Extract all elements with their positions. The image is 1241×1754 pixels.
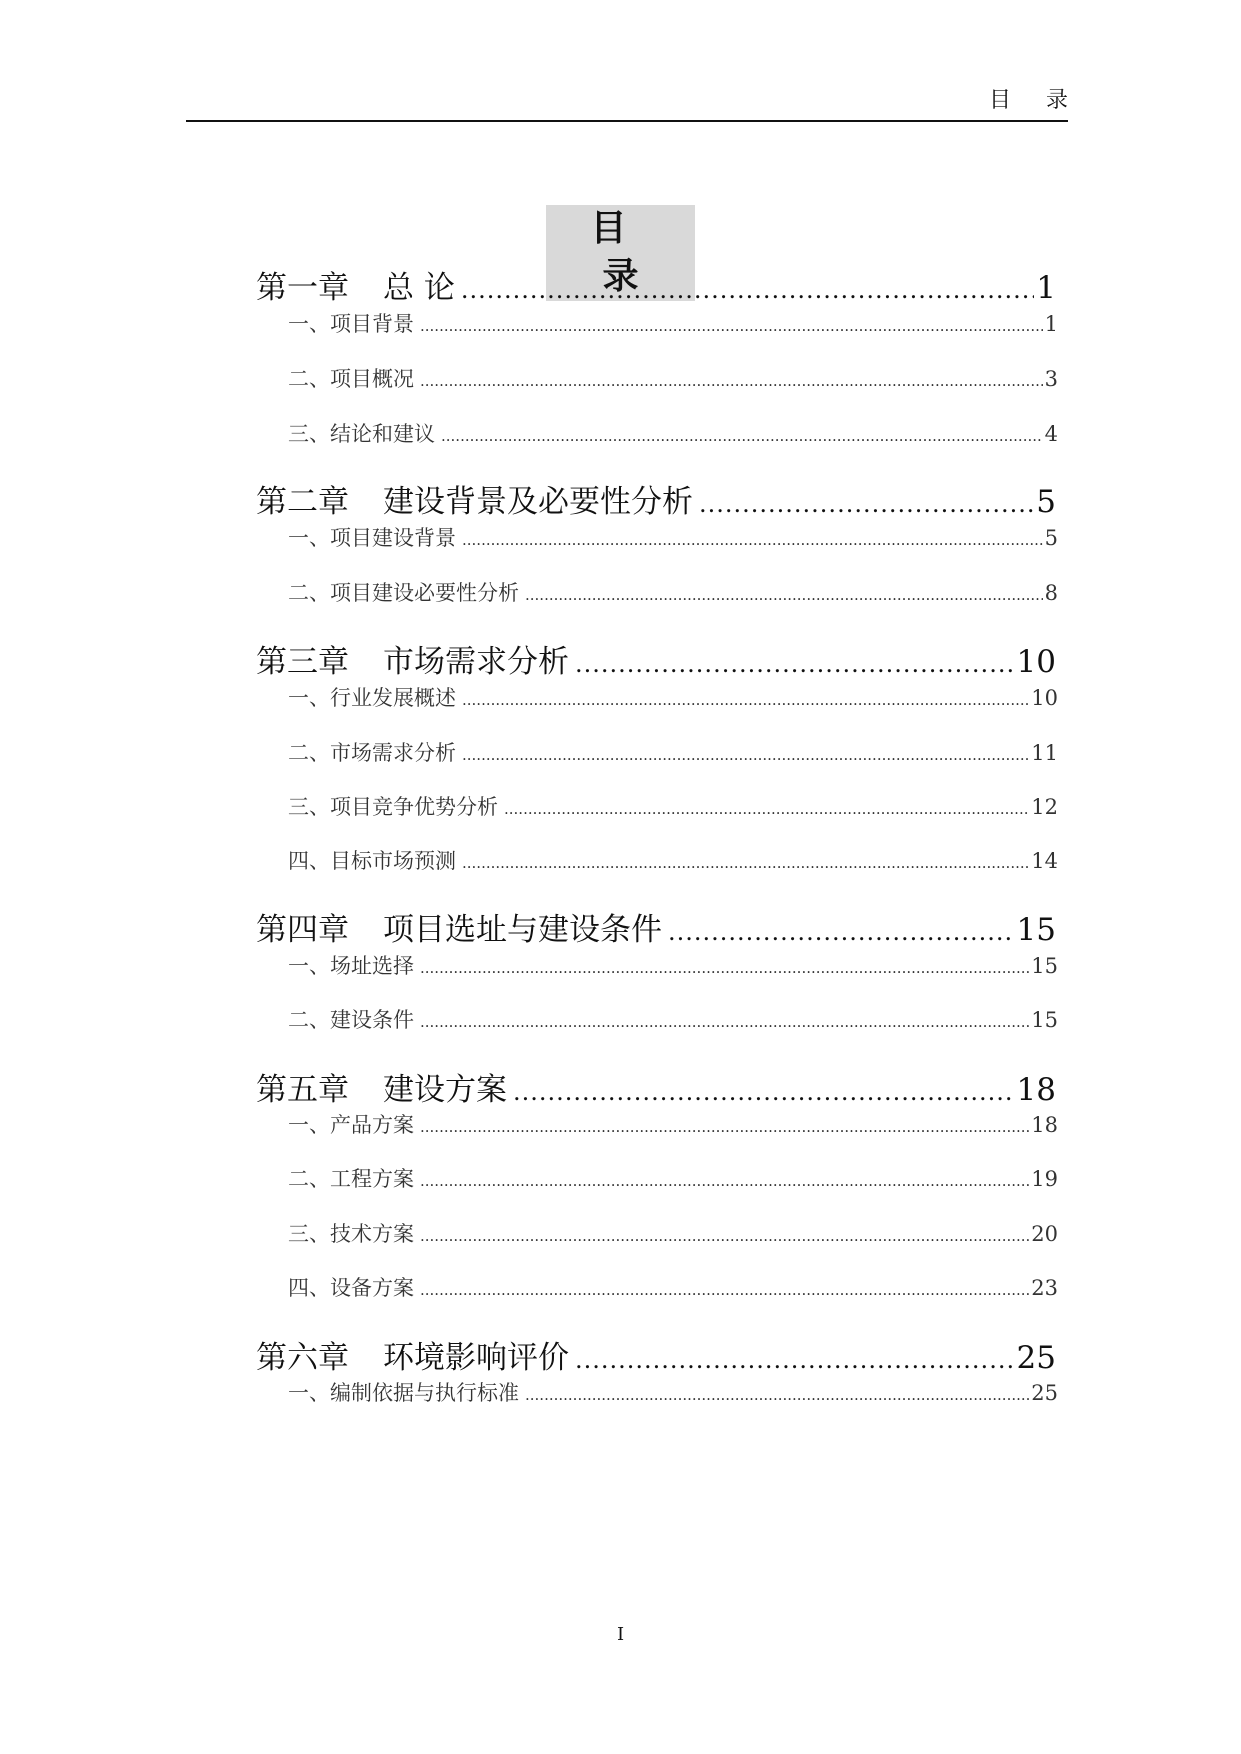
- toc-chapter-row[interactable]: [256, 636, 1056, 681]
- toc-page-number: 18: [1016, 1072, 1056, 1108]
- toc-page-number: 19: [1031, 1167, 1058, 1191]
- dot-leader: [420, 954, 1029, 978]
- toc-page-number: 11: [1031, 741, 1058, 765]
- dot-leader: [513, 1072, 1015, 1108]
- toc-entry-label: 三、结论和建议: [288, 422, 435, 446]
- page-number: I: [616, 1624, 625, 1645]
- toc-page-number: 25: [1016, 1340, 1056, 1376]
- toc-entry-label: [256, 1064, 507, 1109]
- dot-leader: [420, 367, 1043, 391]
- toc-entry-label: 二、市场需求分析: [288, 741, 456, 765]
- chapter-title: 建设背景及必要性分析: [383, 484, 693, 520]
- toc-page-number: 20: [1031, 1222, 1058, 1246]
- toc-entry-label: 二、项目概况: [288, 367, 414, 391]
- toc-section-row[interactable]: [288, 845, 1058, 875]
- dot-leader: [504, 795, 1029, 819]
- toc-page-number: 14: [1031, 849, 1058, 873]
- toc-section-row[interactable]: [288, 1218, 1058, 1248]
- chapter-number: 第二章: [256, 484, 349, 520]
- dot-leader: [441, 422, 1043, 446]
- page-title: 目 录: [546, 205, 695, 301]
- toc-page-number: 3: [1044, 367, 1058, 391]
- dot-leader: [462, 741, 1029, 765]
- toc-page-number: 15: [1016, 912, 1056, 948]
- toc-page-number: 15: [1031, 1008, 1058, 1032]
- dot-leader: [420, 1276, 1029, 1300]
- chapter-number: 第六章: [256, 1340, 349, 1376]
- toc-section-row[interactable]: [288, 950, 1058, 980]
- dot-leader: [462, 526, 1043, 550]
- toc-entry-label: 四、设备方案: [288, 1276, 414, 1300]
- toc-chapter-row[interactable]: [256, 1332, 1056, 1377]
- toc-section-row[interactable]: [288, 737, 1058, 767]
- dot-leader: [462, 686, 1029, 710]
- toc-entry-label: 二、项目建设必要性分析: [288, 581, 519, 605]
- toc-entry-label: [256, 1332, 569, 1377]
- toc-entry-label: 一、场址选择: [288, 954, 414, 978]
- chapter-title: 建设方案: [383, 1072, 507, 1108]
- toc-entry-label: 三、项目竞争优势分析: [288, 795, 498, 819]
- toc-entry-label: 一、产品方案: [288, 1113, 414, 1137]
- toc-entry-label: [256, 262, 455, 307]
- dot-leader: [575, 644, 1015, 680]
- toc-section-row[interactable]: [288, 791, 1058, 821]
- toc-entry-label: [256, 904, 662, 949]
- toc-entry-label: 二、工程方案: [288, 1167, 414, 1191]
- toc-page-number: 18: [1031, 1113, 1058, 1137]
- toc-entry-label: [256, 476, 693, 521]
- toc-entry-label: 三、技术方案: [288, 1222, 414, 1246]
- toc-entry-label: 一、行业发展概述: [288, 686, 456, 710]
- toc-section-row[interactable]: [288, 682, 1058, 712]
- chapter-title: 环境影响评价: [383, 1340, 569, 1376]
- toc-chapter-row[interactable]: [256, 476, 1056, 521]
- toc-entry-label: 二、建设条件: [288, 1008, 414, 1032]
- toc-section-row[interactable]: [288, 308, 1058, 338]
- toc-section-row[interactable]: [288, 522, 1058, 552]
- toc-page-number: 4: [1044, 422, 1058, 446]
- dot-leader: [668, 912, 1015, 948]
- toc-page-number: 25: [1031, 1381, 1058, 1405]
- dot-leader: [525, 1381, 1029, 1405]
- dot-leader: [462, 849, 1029, 873]
- toc-page-number: 1: [1044, 312, 1058, 336]
- dot-leader: [461, 270, 1034, 306]
- toc-section-row[interactable]: [288, 418, 1058, 448]
- dot-leader: [420, 1008, 1029, 1032]
- toc-entry-label: [256, 636, 569, 681]
- toc-page-number: 12: [1031, 795, 1058, 819]
- toc-chapter-row[interactable]: [256, 904, 1056, 949]
- dot-leader: [699, 484, 1034, 520]
- toc-entry-label: 一、项目建设背景: [288, 526, 456, 550]
- toc-entry-label: 一、编制依据与执行标准: [288, 1381, 519, 1405]
- toc-section-row[interactable]: [288, 1377, 1058, 1407]
- toc-section-row[interactable]: [288, 1109, 1058, 1139]
- dot-leader: [420, 1167, 1029, 1191]
- toc-page-number: 10: [1016, 644, 1056, 680]
- toc-section-row[interactable]: [288, 1004, 1058, 1034]
- toc-page-number: 8: [1044, 581, 1058, 605]
- chapter-number: 第三章: [256, 644, 349, 680]
- dot-leader: [420, 1113, 1029, 1137]
- chapter-number: 第一章: [256, 270, 349, 306]
- toc-page-number: 5: [1044, 526, 1058, 550]
- chapter-title: 项目选址与建设条件: [383, 912, 662, 948]
- toc-page-number: 15: [1031, 954, 1058, 978]
- toc-page-number: 5: [1036, 484, 1056, 520]
- chapter-number: 第四章: [256, 912, 349, 948]
- toc-page-number: 10: [1031, 686, 1058, 710]
- toc-page-number: 1: [1036, 270, 1056, 306]
- toc-section-row[interactable]: [288, 577, 1058, 607]
- chapter-number: 第五章: [256, 1072, 349, 1108]
- toc-chapter-row[interactable]: [256, 262, 1056, 307]
- dot-leader: [420, 1222, 1029, 1246]
- dot-leader: [420, 312, 1043, 336]
- toc-page-number: 23: [1031, 1276, 1058, 1300]
- toc-entry-label: 一、项目背景: [288, 312, 414, 336]
- toc-chapter-row[interactable]: [256, 1064, 1056, 1109]
- chapter-title: 市场需求分析: [383, 644, 569, 680]
- toc-section-row[interactable]: [288, 363, 1058, 393]
- toc-entry-label: 四、目标市场预测: [288, 849, 456, 873]
- running-header-title: 目 录: [989, 88, 1082, 113]
- toc-section-row[interactable]: [288, 1163, 1058, 1193]
- dot-leader: [575, 1340, 1015, 1376]
- toc-section-row[interactable]: [288, 1272, 1058, 1302]
- chapter-title: 总 论: [383, 270, 455, 306]
- dot-leader: [525, 581, 1043, 605]
